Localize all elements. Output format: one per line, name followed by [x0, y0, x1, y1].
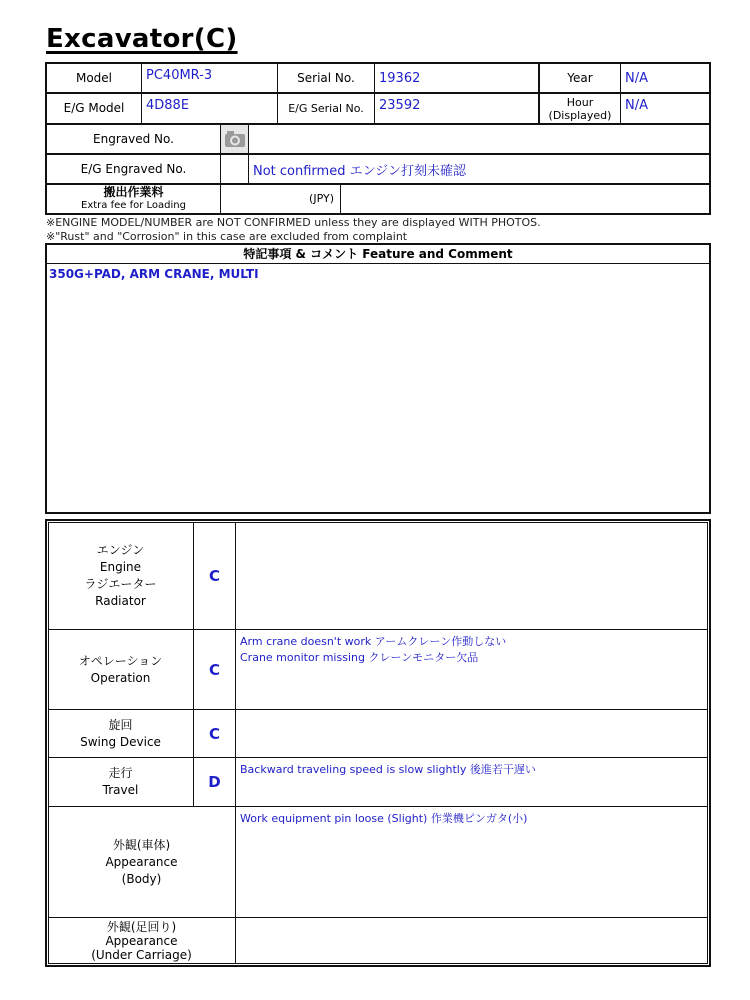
- row-appearance-undercarriage-label-line: (Under Carriage): [91, 948, 192, 962]
- feature-text: 350G+PAD, ARM CRANE, MULTI: [49, 267, 259, 281]
- row-engine-label-line: ラジエーター: [84, 576, 157, 591]
- hour-value: N/A: [625, 98, 648, 113]
- row-engine-label-line: エンジン: [96, 542, 145, 557]
- hour-label-line1: Hour: [566, 95, 594, 109]
- row-swing-label-line: 旋回: [108, 717, 133, 732]
- feature-header: 特記事項 & コメント Feature and Comment: [243, 246, 513, 261]
- row-swing-label: [48, 710, 193, 757]
- eg-engraved-label: E/G Engraved No.: [80, 161, 187, 176]
- serial-label: Serial No.: [297, 70, 355, 85]
- row-engine-label: [48, 522, 193, 629]
- row-appearance-body-comments: [236, 807, 708, 917]
- eg-serial-value: 23592: [379, 98, 421, 113]
- row-engine-label-line: Radiator: [95, 593, 146, 608]
- loading-label: [47, 185, 220, 213]
- row-operation-grade: C: [208, 660, 220, 679]
- loading-label-jp: 搬出作業料: [103, 185, 164, 199]
- row-operation-comment: Crane monitor missing クレーンモニター欠品: [240, 651, 479, 664]
- row-appearance-body-comment: Work equipment pin loose (Slight) 作業機ピンガタ(小): [240, 812, 528, 825]
- camera-icon[interactable]: [221, 125, 248, 153]
- row-appearance-body-label-line: (Body): [121, 871, 162, 886]
- row-engine-label-line: Engine: [99, 559, 142, 574]
- row-swing-grade: C: [208, 724, 220, 743]
- row-appearance-undercarriage-label-line: Appearance: [105, 934, 178, 948]
- feature-box: [45, 243, 711, 514]
- eg-model-label: E/G Model: [63, 101, 125, 116]
- page-title: Excavator(C): [46, 24, 238, 54]
- model-value: PC40MR-3: [146, 68, 213, 83]
- serial-value: 19362: [379, 70, 421, 86]
- row-operation-comment: Arm crane doesn't work アームクレーン作動しない: [240, 635, 507, 648]
- row-appearance-undercarriage-label: [48, 918, 235, 964]
- row-travel-comment: Backward traveling speed is slow slightly 後進若干遅い: [240, 763, 536, 776]
- row-travel-grade: D: [208, 773, 221, 791]
- eg-engraved-value: Not confirmed エンジン打刻未確認: [253, 163, 466, 179]
- row-engine-grade: C: [208, 566, 220, 585]
- row-appearance-undercarriage-label-line: 外観(足回り): [106, 920, 177, 934]
- hour-label: [540, 94, 620, 123]
- row-operation-label-line: Operation: [90, 670, 151, 685]
- row-travel-label-line: 走行: [108, 766, 133, 780]
- row-operation-comments: [236, 630, 708, 709]
- note-rust: ※"Rust" and "Corrosion" in this case are excluded from complaint: [46, 230, 408, 243]
- row-travel-label-line: Travel: [102, 783, 139, 797]
- engraved-label: Engraved No.: [93, 131, 174, 146]
- row-appearance-body-label: [48, 807, 235, 917]
- row-operation-label-line: オペレーション: [78, 653, 163, 668]
- loading-currency: (JPY): [309, 192, 334, 206]
- row-swing-label-line: Swing Device: [80, 734, 161, 749]
- row-travel-comments: [236, 758, 708, 806]
- loading-label-en: Extra fee for Loading: [81, 200, 186, 211]
- row-operation-label: [48, 630, 193, 709]
- eg-model-value: 4D88E: [146, 98, 190, 113]
- row-appearance-body-label-line: 外観(車体): [112, 837, 171, 852]
- year-label: Year: [567, 70, 593, 85]
- eg-serial-label: E/G Serial No.: [288, 101, 364, 115]
- row-travel-label: [48, 758, 193, 806]
- hour-label-line2: (Displayed): [548, 108, 612, 122]
- year-value: N/A: [625, 70, 648, 86]
- model-label: Model: [75, 70, 113, 85]
- row-appearance-body-label-line: Appearance: [105, 854, 178, 869]
- note-engine: ※ENGINE MODEL/NUMBER are NOT CONFIRMED unless they are displayed WITH PHOTOS.: [46, 216, 541, 229]
